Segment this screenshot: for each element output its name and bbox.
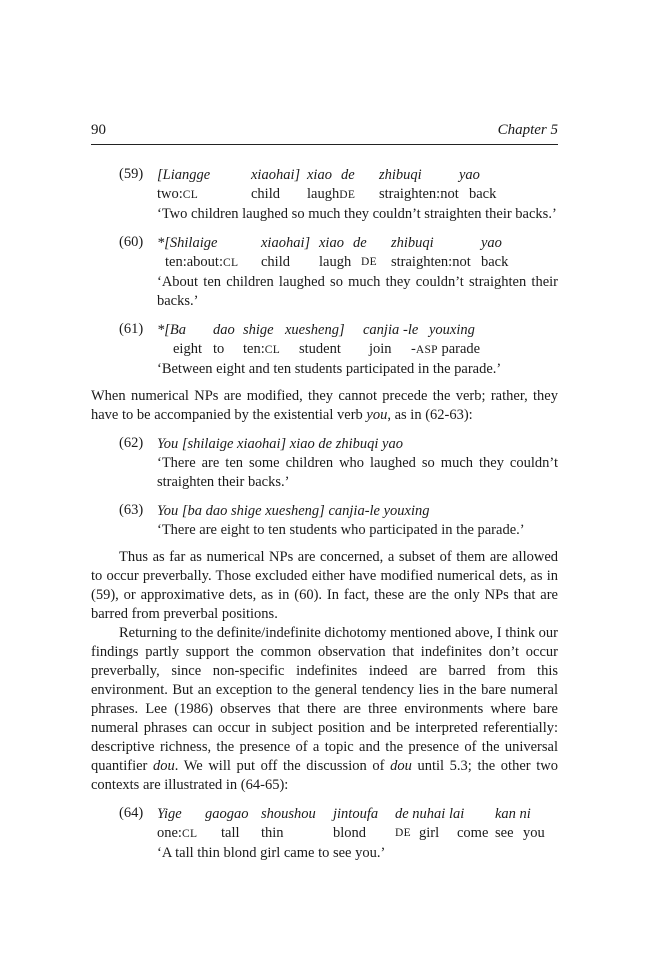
paragraph: Returning to the definite/indefinite dichotomy mentioned above, I think our findings partly support the common observation that indefinites don’t occur preverbally, since non-specific indefinites indeed are barred from this environment. But an exception to the general tendency lies in the bare numeral phrases. Lee (1986) observes that there are three environments where bare numeral phrases can occur in subject position and be interpreted referentially: descriptive richness, the presence of a topic and the presence of the universal quantifier dou. We will put off the discussion of dou until 5.3; the other two contexts are illustrated in (64-65): xyxy=(91,625,558,793)
gloss-line-source: Yige gaogao shoushou jintoufa de nuhai lai kan ni xyxy=(157,806,531,822)
gloss-line-source: *[Ba dao shige xuesheng] canjia -le youxing xyxy=(157,322,475,338)
example-number: (60) xyxy=(119,234,144,250)
example-number: (59) xyxy=(119,166,144,182)
example-60 xyxy=(119,234,558,311)
free-translation: ‘About ten children laughed so much they couldn’t straighten their backs.’ xyxy=(157,274,558,309)
chapter-title: Chapter 5 xyxy=(497,122,558,138)
free-translation: ‘A tall thin blond girl came to see you.’ xyxy=(157,845,386,861)
example-number: (64) xyxy=(119,805,144,821)
gloss-line-source: You [ba dao shige xuesheng] canjia-le youxing xyxy=(157,503,430,519)
paragraph: When numerical NPs are modified, they cannot precede the verb; rather, they have to be accompanied by the existential verb you, as in (62-63): xyxy=(91,388,558,423)
example-number: (62) xyxy=(119,435,144,451)
example-61 xyxy=(119,321,558,379)
example-64 xyxy=(119,805,558,863)
example-number: (63) xyxy=(119,502,144,518)
gloss-line-translation: two:CL child laughDE straighten:not back xyxy=(157,186,497,202)
page-body xyxy=(91,166,558,863)
free-translation: ‘There are eight to ten students who participated in the parade.’ xyxy=(157,522,525,538)
example-59 xyxy=(119,166,558,224)
page-number: 90 xyxy=(91,122,106,138)
gloss-line-source: You [shilaige xiaohai] xiao de zhibuqi yao xyxy=(157,436,403,452)
gloss-line-source: *[Shilaige xiaohai] xiao de zhibuqi yao xyxy=(157,235,502,251)
running-header xyxy=(91,122,558,145)
example-63 xyxy=(119,502,558,540)
free-translation: ‘Between eight and ten students participated in the parade.’ xyxy=(157,361,502,377)
gloss-line-translation: eight to ten:CL student join -ASP parade xyxy=(173,341,481,357)
free-translation: ‘Two children laughed so much they couldn’t straighten their backs.’ xyxy=(157,206,557,222)
example-number: (61) xyxy=(119,321,144,337)
gloss-line-translation: ten:about:CL child laugh DE straighten:not back xyxy=(165,254,509,270)
gloss-line-translation: one:CL tall thin blond DE girl come see you xyxy=(157,825,545,841)
paragraph: Thus as far as numerical NPs are concerned, a subset of them are allowed to occur preverbally. Those excluded either have modified numerical dets, as in (59), or approximative dets, as in (60). In fact, these are the only NPs that are barred from preverbal positions. xyxy=(91,549,558,622)
free-translation: ‘There are ten some children who laughed so much they couldn’t straighten their backs.’ xyxy=(157,455,558,490)
gloss-line-source: [Liangge xiaohai] xiao de zhibuqi yao xyxy=(157,167,480,183)
example-62 xyxy=(119,435,558,492)
